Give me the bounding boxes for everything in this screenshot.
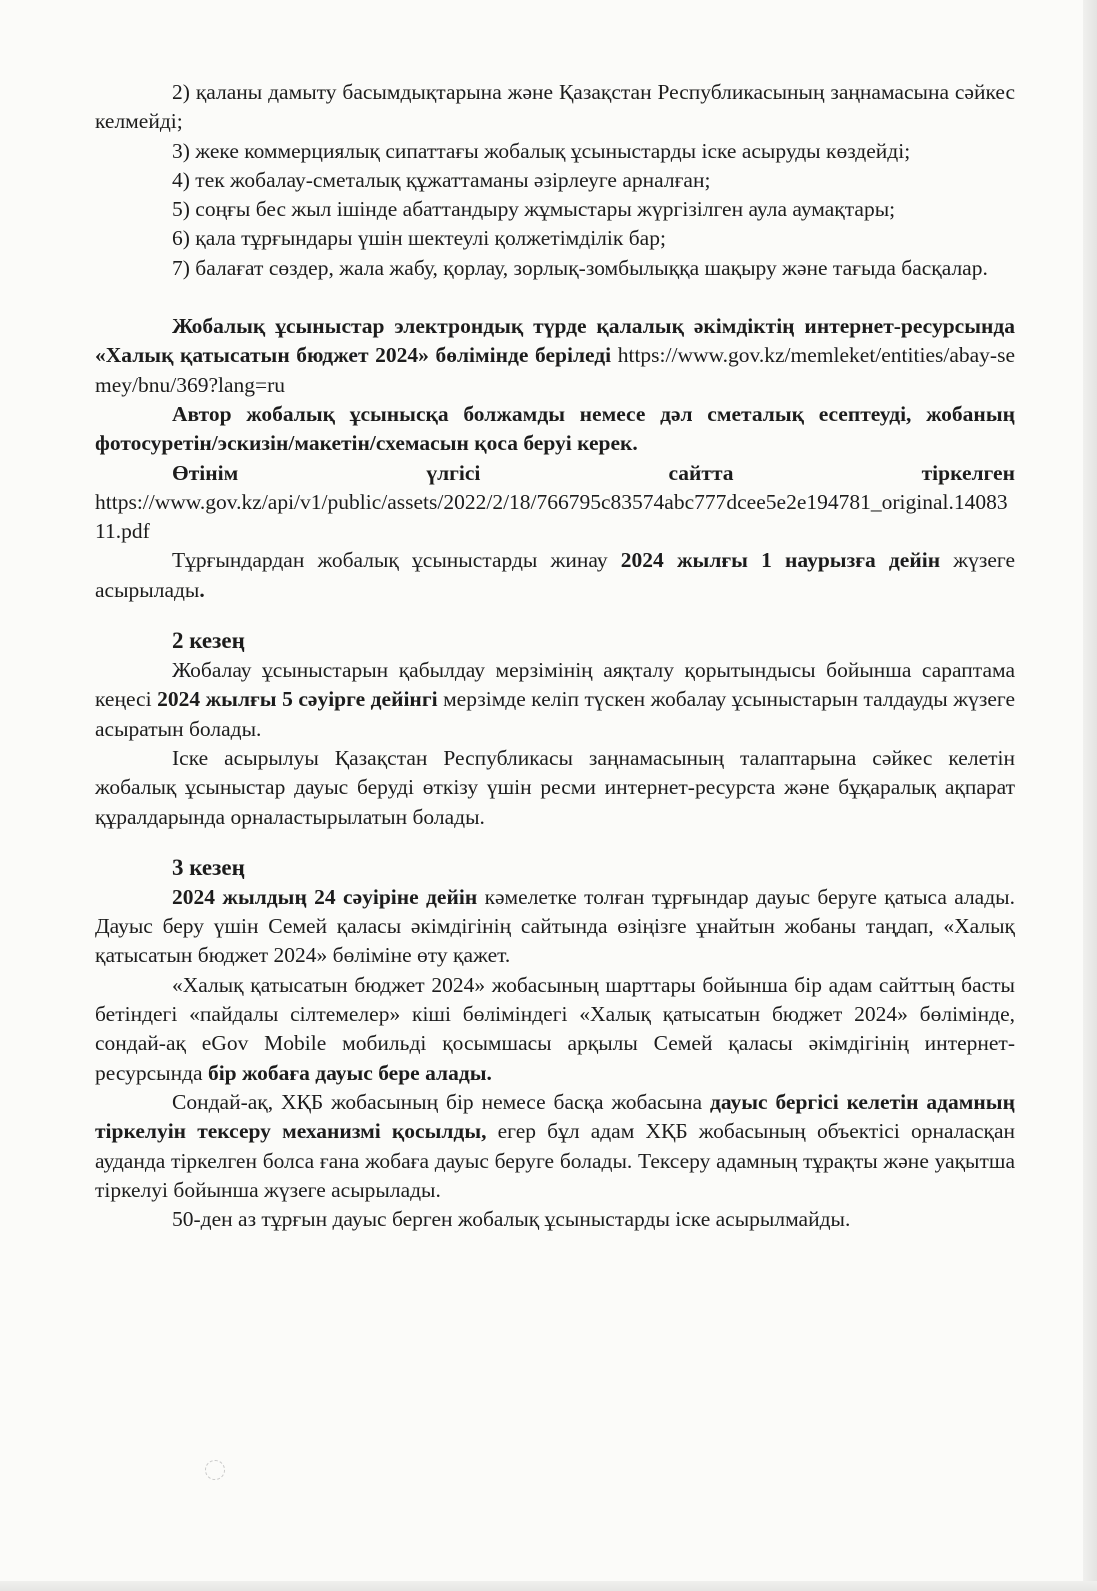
stage2-text-after: мерзімде келіп түскен жобалау ұсыныстарын талдауды жүзеге асыратын болады. xyxy=(95,687,1015,741)
list-number: 5) xyxy=(172,197,190,222)
template-word: сайтта xyxy=(668,460,734,485)
stage3-text: «Халық қатысатын бюджет 2024» жобасының шарттары бойынша бір адам сайттың басты бетіндегі «пайдалы сілтемелер» кіші бөліміндегі «Халық қатысатын бюджет 2024» бөлімінде, сондай-ақ eGov Mobile мобильді қосымшасы арқылы Семей қаласы әкімдігінің интернет-ресурсында xyxy=(95,972,1015,1085)
list-item-2 xyxy=(95,78,1015,137)
list-item-4 xyxy=(95,166,1015,195)
stage3-text-after: егер бұл адам ХҚБ жобасының объектісі орналасқан ауданда тіркелген болса ғана жобаға дауыс беруге болады. Тексеру адамның тұрақты және уақытша тіркелуі бойынша жүзеге асырылады. xyxy=(95,1119,1015,1202)
list-number: 3) xyxy=(172,138,190,163)
list-item-5 xyxy=(95,195,1015,224)
list-item-3 xyxy=(95,137,1015,166)
list-text: қаланы дамыту басымдықтарына және Қазақстан Республикасының заңнамасына сәйкес келмейді; xyxy=(95,80,1016,134)
template-line xyxy=(95,459,1015,488)
stage3-emphasis: дауыс бергісі келетін адамның тіркелуін тексеру механизмі қосылды, xyxy=(95,1089,1015,1144)
list-number: 2) xyxy=(172,80,190,104)
stage3-paragraph-4: 50-ден аз тұрғын дауыс берген жобалық ұсыныстарды іске асырылмайды. xyxy=(172,1207,851,1232)
stage2-deadline: 2024 жылғы 5 сәуірге дейінгі xyxy=(157,687,438,712)
list-text: балағат сөздер, жала жабу, қорлау, зорлық-зомбылыққа шақыру және тағыда басқалар. xyxy=(195,255,988,280)
template-word: тіркелген xyxy=(921,460,1015,485)
list-text: тек жобалау-сметалық құжаттаманы әзірлеуге арналған; xyxy=(195,167,711,192)
list-number: 7) xyxy=(172,255,190,280)
template-word: үлгісі xyxy=(426,460,481,485)
page-edge-shadow xyxy=(0,1581,1097,1591)
stage2-heading: 2 кезең xyxy=(172,628,245,654)
template-link[interactable]: https://www.gov.kz/api/v1/public/assets/2022/2/18/766795c83574abc777dcee5e2e194781_original.1408311.pdf xyxy=(95,489,1008,544)
submission-paragraph xyxy=(95,312,1015,400)
list-item-6 xyxy=(95,224,1015,253)
stage3-text: Сондай-ақ, ХҚБ жобасының бір немесе басқа жобасына xyxy=(172,1089,710,1114)
scan-mark xyxy=(205,1460,225,1480)
collection-text-after: жүзеге асырылады xyxy=(95,548,1015,602)
stage3-text: кәмелетке толған тұрғындар дауыс беруге қатыса алады. Дауыс беру үшін Семей қаласы әкімдігінің сайтында өзіңізге ұнайтын жобаны таңдап, «Халық қатысатын бюджет 2024» бөліміне өту қажет. xyxy=(95,884,1015,968)
stage2-paragraph-1 xyxy=(95,656,1015,744)
stage3-paragraph-2 xyxy=(95,971,1015,1088)
stage2-text: Жобалау ұсыныстарын қабылдау мерзімінің аяқталу қорытындысы бойынша сараптама кеңесі xyxy=(95,658,1015,712)
list-item-7 xyxy=(95,254,1015,283)
list-text: қала тұрғындары үшін шектеулі қолжетімділік бар; xyxy=(195,226,666,251)
stage3-paragraph-1 xyxy=(95,883,1015,971)
stage3-heading: 3 кезең xyxy=(172,854,245,880)
stage3-deadline: 2024 жылдың 24 сәуіріне дейін xyxy=(172,884,478,909)
page-edge-shadow xyxy=(1083,0,1097,1591)
collection-period: . xyxy=(199,577,205,602)
spacer xyxy=(95,605,1015,625)
collection-text: Тұрғындардан жобалық ұсыныстарды жинау xyxy=(172,548,621,573)
list-text: жеке коммерциялық сипаттағы жобалық ұсыныстарды іске асыруды көздейді; xyxy=(195,138,911,163)
submission-bold-text: Жобалық ұсыныстар электрондық түрде қалалық әкімдіктің интернет-ресурсында «Халық қатысатын бюджет 2024» бөлімінде беріледі xyxy=(95,314,1015,368)
list-number: 4) xyxy=(172,167,190,192)
document-body xyxy=(95,78,1015,1234)
author-note: Автор жобалық ұсынысқа болжамды немесе дәл сметалық есептеуді, жобаның фотосуретін/эскизін/макетін/схемасын қоса беруі керек. xyxy=(95,401,1015,456)
list-text: соңғы бес жыл ішінде абаттандыру жұмыстары жүргізілген аула аумақтары; xyxy=(195,197,896,222)
stage2-paragraph-2: Іске асырылуы Қазақстан Республикасы заңнамасының талаптарына сәйкес келетін жобалық ұсыныстар дауыс беруді өткізу үшін ресми интернет-ресурста және бұқаралық ақпарат құралдарында орналастырылатын болады. xyxy=(95,745,1015,829)
submission-link[interactable]: https://www.gov.kz/memleket/entities/abay-semey/bnu/369?lang=ru xyxy=(95,343,1015,397)
stage3-emphasis: бір жобаға дауыс бере алады. xyxy=(207,1060,492,1085)
template-word: Өтінім xyxy=(172,460,239,485)
spacer xyxy=(95,283,1015,312)
collection-deadline: 2024 жылғы 1 наурызға дейін xyxy=(620,548,941,573)
spacer xyxy=(95,832,1015,852)
stage3-paragraph-3 xyxy=(95,1088,1015,1205)
list-number: 6) xyxy=(172,226,190,251)
collection-paragraph xyxy=(95,546,1015,605)
